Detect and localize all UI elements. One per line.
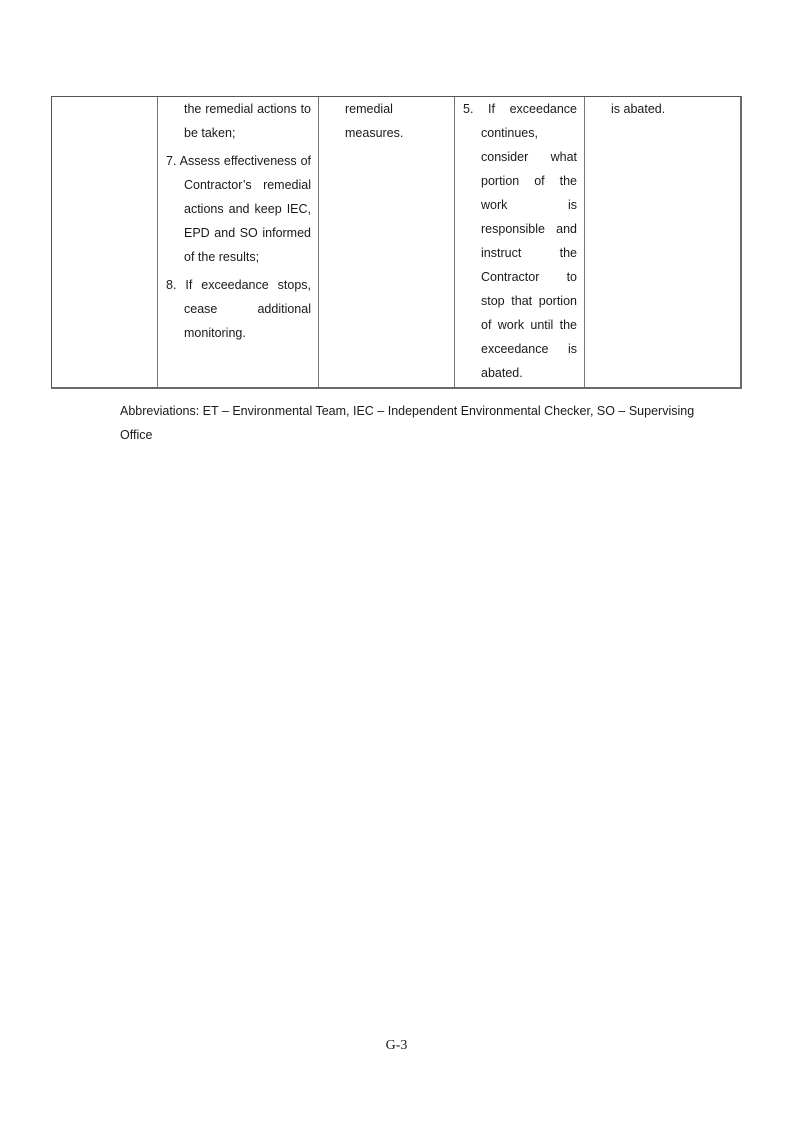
- page-number: G-3: [385, 1038, 408, 1053]
- table-cell-so-actions: [455, 97, 585, 387]
- table-cell-iec-actions: [319, 97, 455, 387]
- contractor-action-continuation: is abated.: [611, 102, 666, 116]
- et-action-continuation: the remedial actions to be taken;: [184, 102, 311, 140]
- et-action-item-8: 8. If exceedance stops, cease additional monitoring.: [166, 278, 311, 340]
- table-cell-contractor-actions: [585, 97, 740, 387]
- table-cell-et-actions: [158, 97, 319, 387]
- event-action-table: [51, 96, 742, 389]
- so-action-item-5: 5. If exceedance continues, consider what portion of the work is responsible and instruct the Contractor to stop that portion of work until the exceedance is abated.: [463, 102, 577, 380]
- iec-action-continuation: remedial measures.: [345, 102, 404, 140]
- table-cell-event: [52, 97, 158, 387]
- abbreviations-note: Abbreviations: ET – Environmental Team, IEC – Independent Environmental Checker, SO – Supervising Office: [120, 404, 695, 442]
- et-action-item-7: 7. Assess effectiveness of Contractor’s remedial actions and keep IEC, EPD and SO informed of the results;: [166, 154, 311, 264]
